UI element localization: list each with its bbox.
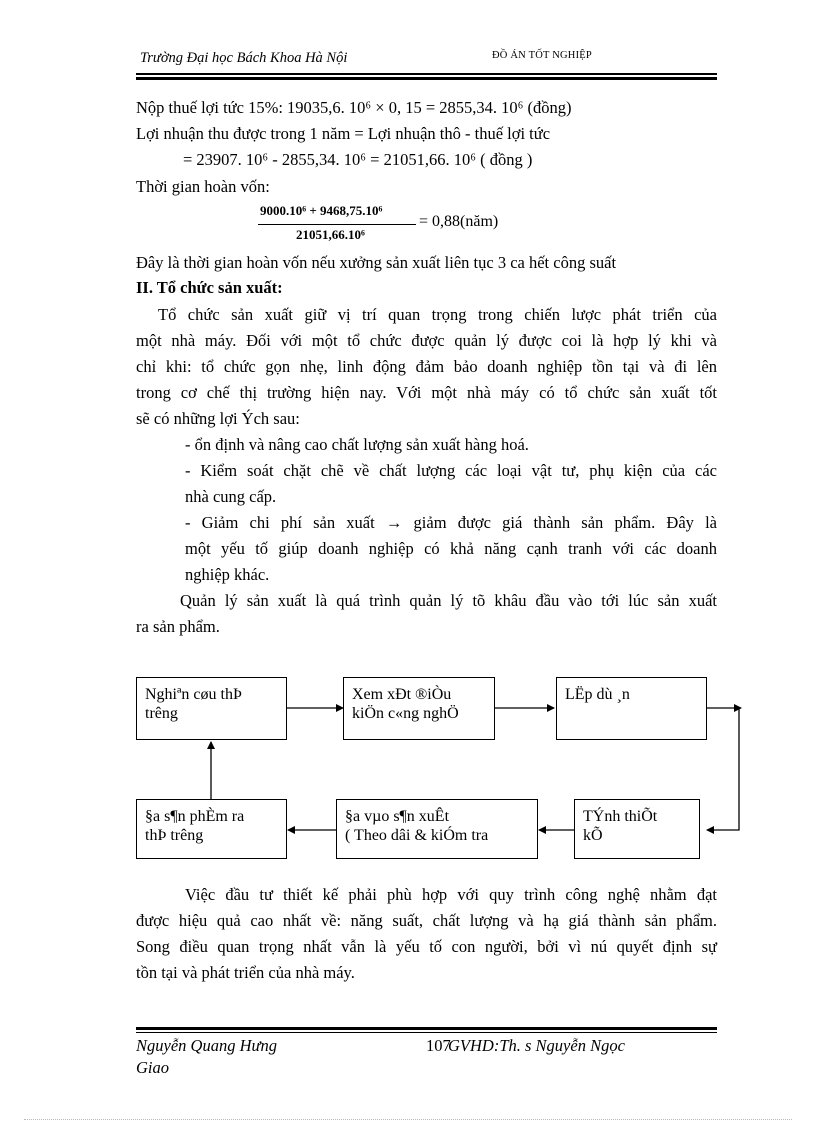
- payback-label: Thời gian hoàn vốn:: [136, 177, 270, 196]
- flow-box-line: kiÖn c«ng nghÖ: [352, 705, 459, 722]
- page-bottom-dotted-line: [24, 1119, 792, 1120]
- formula-numerator: 9000.10⁶ + 9468,75.10⁶: [260, 203, 383, 218]
- bullet-item: - ổn định và nâng cao chất lượng sản xuất hàng hoá.: [185, 435, 529, 454]
- payback-note: Đây là thời gian hoàn vốn nếu xưởng sản xuất liên tục 3 ca hết công suất: [136, 253, 617, 272]
- bullet-item: - Kiểm soát chặt chẽ về chất lượng các loại vật tư, phụ kiện của các: [185, 461, 717, 480]
- flow-box-line: thÞ trêng: [145, 827, 204, 844]
- profit-label: Lợi nhuận thu được trong 1 năm = Lợi nhuận thô - thuế lợi tức: [136, 124, 551, 143]
- flow-box-project-plan: [556, 677, 707, 740]
- closing-line: Song điều quan trọng nhất vẫn là yếu tố con người, bởi vì nú quyết định sự: [136, 937, 717, 956]
- profit-value: = 23907. 10⁶ - 2855,34. 10⁶ = 21051,66. 10⁶ ( đồng ): [183, 150, 533, 169]
- footer-student: Nguyễn Quang Hưng: [136, 1036, 277, 1055]
- formula-denominator: 21051,66.10⁶: [296, 227, 365, 242]
- bullet-item: - Giảm chi phí sản xuất → giảm được giá thành sản phẩm. Đây là: [185, 513, 717, 532]
- flow-box-market-launch: [136, 799, 287, 859]
- para-line: trong cơ chế thị trường hiện nay. Với một nhà máy có tổ chức sản xuất tốt: [136, 383, 717, 402]
- flow-box-line: Xem xÐt ®iÒu: [352, 686, 452, 703]
- footer-rule-thin: [136, 1032, 717, 1033]
- footer-advisor-cont: Giao: [136, 1058, 169, 1077]
- para-line: Tổ chức sản xuất giữ vị trí quan trọng trong chiến lược phát triển của: [158, 305, 717, 324]
- flow-box-line: §a s¶n phÈm ra: [145, 808, 245, 825]
- flow-box-line: §a vµo s¶n xuÊt: [345, 808, 450, 825]
- closing-line: được hiệu quả cao nhất về: năng suất, chất lượng và hạ giá thành sản phẩm.: [136, 911, 717, 930]
- bullet-item: một yếu tố giúp doanh nghiệp có khả năng cạnh tranh với các doanh: [185, 539, 717, 558]
- flow-box-line: TÝnh thiÕt: [583, 808, 658, 825]
- tax-line: Nộp thuế lợi tức 15%: 19035,6. 10⁶ × 0, 15 = 2855,34. 10⁶ (đồng): [136, 98, 572, 117]
- arrow-plan-to-design: [707, 708, 739, 830]
- flow-box-line: LËp dù ¸n: [565, 686, 630, 703]
- para-line: một nhà máy. Đối với một tổ chức được quản lý được coi là hợp lý khi và: [136, 331, 717, 350]
- header-school: Trường Đại học Bách Khoa Hà Nội: [140, 50, 348, 66]
- summary-line: Quản lý sản xuất là quá trình quản lý tõ khâu đầu vào tới lúc sản xuất: [180, 591, 717, 610]
- flow-box-line: trêng: [145, 705, 178, 722]
- formula-result: = 0,88(năm): [419, 213, 499, 230]
- flow-box-line: Nghiªn cøu thÞ: [145, 686, 242, 703]
- bullet-item: nghiệp khác.: [185, 565, 270, 584]
- flow-box-production: [336, 799, 538, 859]
- flow-box-line: kÕ: [583, 827, 603, 844]
- bullet-item: nhà cung cấp.: [185, 487, 277, 506]
- flow-box-line: ( Theo dâi & kiÓm tra: [345, 827, 489, 844]
- section-title: II. Tổ chức sản xuất:: [136, 278, 283, 297]
- flow-box-design: [574, 799, 700, 859]
- footer-rule-thick: [136, 1027, 717, 1030]
- flow-box-technology-review: [343, 677, 495, 740]
- summary-line: ra sản phẩm.: [136, 617, 220, 636]
- para-line: chỉ khi: tổ chức gọn nhẹ, linh động đảm bảo doanh nghiệp tồn tại và đi lên: [136, 357, 717, 376]
- para-line: sẽ có những lợi Ých sau:: [136, 409, 300, 428]
- closing-line: tồn tại và phát triển của nhà máy.: [136, 963, 355, 982]
- closing-line: Việc đầu tư thiết kế phải phù hợp với quy trình công nghệ nhằm đạt: [185, 885, 717, 904]
- flow-box-market-research: [136, 677, 287, 740]
- footer-advisor: GVHD:Th. s Nguyễn Ngọc: [448, 1036, 625, 1055]
- page-number: 107: [426, 1036, 451, 1055]
- header-project: ĐỒ ÁN TỐT NGHIỆP: [492, 50, 592, 61]
